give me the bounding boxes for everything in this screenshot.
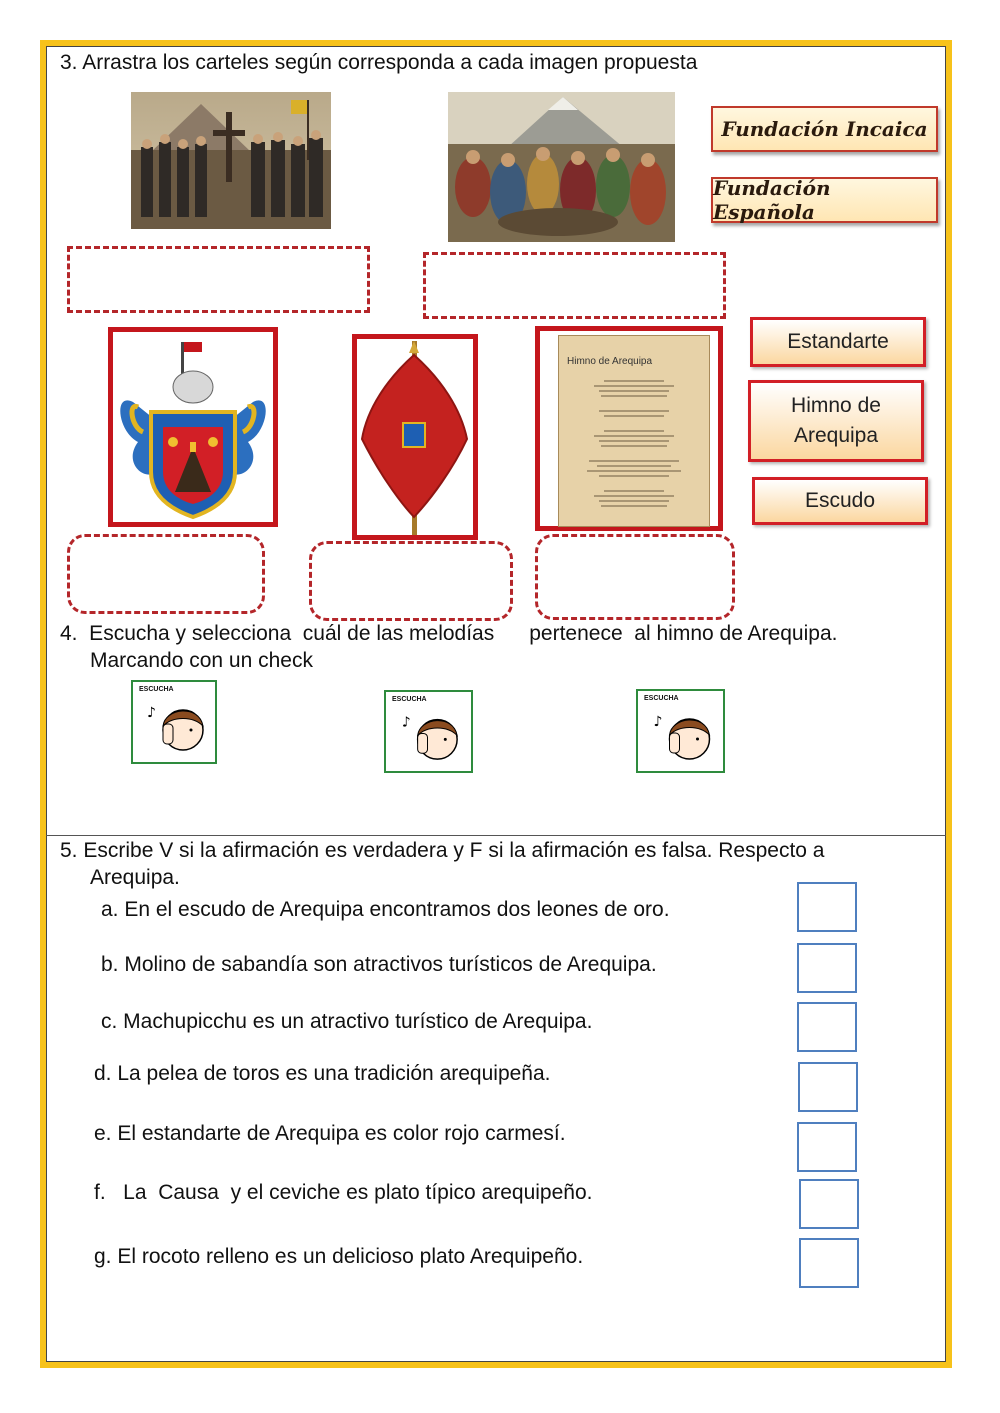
tag-escudo[interactable]: Escudo xyxy=(752,477,928,525)
statement-f: f. La Causa y el ceviche es plato típico arequipeño. xyxy=(94,1181,593,1204)
listen-melody-3-button[interactable] xyxy=(636,689,725,773)
listen-melody-2-button[interactable] xyxy=(384,690,473,773)
question-3-title: 3. Arrastra los carteles según corresponda a cada imagen propuesta xyxy=(60,51,698,74)
drop-zone-painting-2[interactable] xyxy=(423,252,726,319)
question-4-subtitle: Marcando con un check xyxy=(90,649,313,672)
question-5-subtitle: Arequipa. xyxy=(90,866,180,889)
answer-box-a[interactable] xyxy=(797,882,857,932)
drop-zone-escudo[interactable] xyxy=(67,534,265,614)
drop-zone-painting-1[interactable] xyxy=(67,246,370,313)
svg-text:♪: ♪ xyxy=(653,714,663,730)
answer-box-f[interactable] xyxy=(799,1179,859,1229)
tag-himno-de-arequipa[interactable]: Himno de Arequipa xyxy=(748,380,924,462)
ear-listen-icon xyxy=(386,692,471,771)
statement-c: c. Machupicchu es un atractivo turístico de Arequipa. xyxy=(101,1010,593,1033)
answer-box-d[interactable] xyxy=(798,1062,858,1112)
tag-fundacion-espanola[interactable]: Fundación Española xyxy=(711,177,938,223)
statement-d: d. La pelea de toros es una tradición arequipeña. xyxy=(94,1062,551,1085)
section-divider xyxy=(46,835,946,836)
ear-listen-icon xyxy=(133,682,215,762)
statement-e: e. El estandarte de Arequipa es color rojo carmesí. xyxy=(94,1122,566,1145)
listen-label: ESCUCHA xyxy=(644,695,679,702)
ear-listen-icon xyxy=(638,691,723,771)
answer-box-b[interactable] xyxy=(797,943,857,993)
statement-a: a. En el escudo de Arequipa encontramos dos leones de oro. xyxy=(101,898,670,921)
answer-box-c[interactable] xyxy=(797,1002,857,1052)
svg-text:♪: ♪ xyxy=(401,714,411,731)
answer-box-e[interactable] xyxy=(797,1122,857,1172)
tag-estandarte[interactable]: Estandarte xyxy=(750,317,926,367)
question-5-title: 5. Escribe V si la afirmación es verdadera y F si la afirmación es falsa. Respecto a xyxy=(60,839,825,862)
himno-scroll-image xyxy=(535,326,723,531)
painting-spanish-foundation xyxy=(131,92,331,229)
listen-melody-1-button[interactable] xyxy=(131,680,217,764)
question-4-title: 4. Escucha y selecciona cuál de las melodías pertenece al himno de Arequipa. xyxy=(60,622,838,645)
drop-zone-estandarte[interactable] xyxy=(309,541,513,621)
drop-zone-himno[interactable] xyxy=(535,534,735,620)
scroll-title: Himno de Arequipa xyxy=(567,356,653,367)
answer-box-g[interactable] xyxy=(799,1238,859,1288)
tag-fundacion-incaica[interactable]: Fundación Incaica xyxy=(711,106,938,152)
listen-label: ESCUCHA xyxy=(139,686,174,693)
coat-of-arms-image xyxy=(108,327,278,527)
painting-inca-foundation xyxy=(448,92,675,242)
statement-g: g. El rocoto relleno es un delicioso plato Arequipeño. xyxy=(94,1245,584,1268)
estandarte-image xyxy=(352,334,478,540)
svg-text:♪: ♪ xyxy=(147,705,156,721)
statement-b: b. Molino de sabandía son atractivos turísticos de Arequipa. xyxy=(101,953,657,976)
listen-label: ESCUCHA xyxy=(392,696,427,703)
